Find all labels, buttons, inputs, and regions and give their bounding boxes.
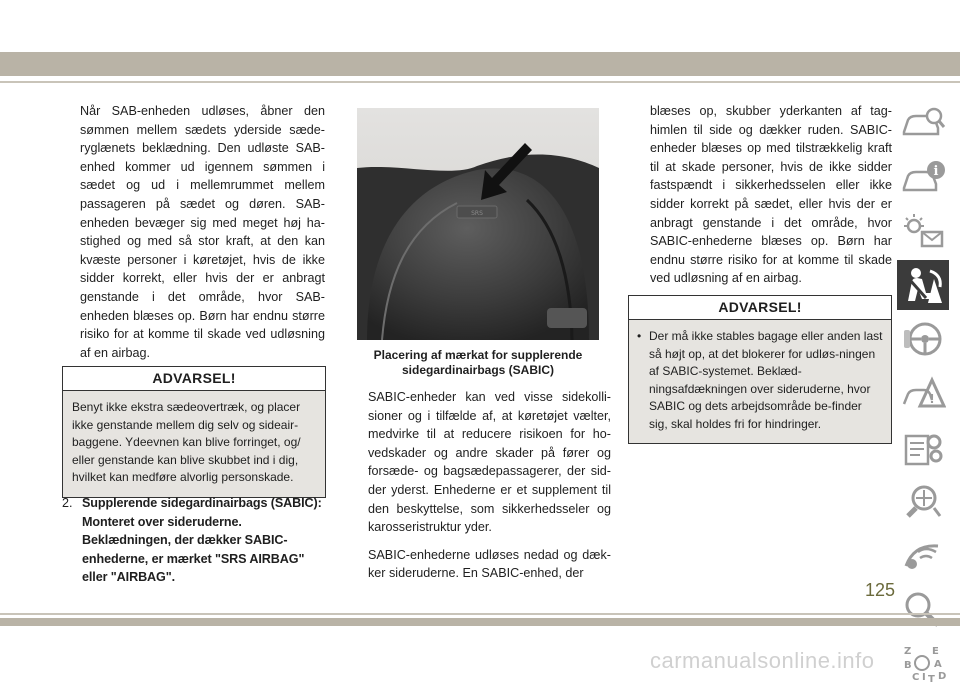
intro-paragraph: Når SAB-enheden udløses, åbner den sømmen mellem sædets yderside sæde-ryglænets beklædning. Den udløste SAB-enhed kommer ud igennem sømmen i sædet og ud i mellemrummet mellem passageren på sædet og døren. SAB-enheden bevæger sig med meget høj ha-stighed og med så stor kraft, at den kan kvæste personer i køretøjet, hvis de ikke sidder korrekt, eller hvis der er anbragt genstande i det område, hvor SAB-enheden blæses op. Børn har endnu større risiko for at komme til skade ved udløsning af en airbag. xyxy=(80,104,325,360)
footer-band xyxy=(0,618,960,626)
svg-text:!: ! xyxy=(929,392,935,406)
index-icon xyxy=(900,643,946,683)
warning-title: ADVARSEL! xyxy=(63,367,325,391)
continued-paragraph: blæses op, skubber yderkanten af tag-himlen til side og dækker ruden. SABIC-enheder blæses op med tilstrækkelig kraft til at skade personer, hvis de ikke sidder fastspændt i sikkerhedsselen eller ikke sidder korrekt på sædet, eller hvis der er anbragt genstande i det område, hvor SABIC-enhederne blæses op. Børn har endnu større risiko for at komme til skade ved udløsning af en airbag. xyxy=(650,104,892,286)
multimedia-icon xyxy=(900,536,946,574)
index-letter: D xyxy=(938,671,946,682)
item-text: Supplerende sidegardinairbags (SABIC): Monteret over sideruderne. Beklædningen, der dækker SABIC-enhederne, er mærket "SRS AIRBAG" eller "AIRBAG". xyxy=(82,496,322,585)
tab-warning-lights[interactable] xyxy=(897,206,949,256)
header-rule xyxy=(0,81,960,83)
warning-box-luggage xyxy=(628,295,892,444)
intro-text-column xyxy=(80,102,325,362)
index-letter: T xyxy=(928,674,935,683)
numbered-item-sabic xyxy=(62,494,327,587)
warning-body xyxy=(629,320,891,443)
tab-emergency[interactable] xyxy=(897,368,949,418)
index-letter: E xyxy=(932,646,939,657)
svg-text:SRS: SRS xyxy=(471,210,483,217)
roadside-warning-icon xyxy=(900,374,946,412)
sabic-paragraph-1: SABIC-enheder kan ved visse sidekolli-sioner og i tilfælde af, at køretøjet vælter, medvirke til at reducere risikoen for ho-vedskader og andre skader på fører og forsæde- og bagsædepassagerer, der sid-der yderst. Enhederne er et supplement til den beskyttelse, som sikkerhedsseler og karosseristruktur yder. xyxy=(368,390,611,535)
index-letter: Z xyxy=(904,646,912,657)
tab-getting-to-know[interactable] xyxy=(897,152,949,202)
specifications-icon xyxy=(900,482,946,520)
seatbelt-airbag-icon xyxy=(900,265,946,305)
sabic-label-photo xyxy=(357,108,599,340)
tab-safety[interactable] xyxy=(897,260,949,310)
car-magnifier-icon xyxy=(900,104,946,142)
steering-wheel-icon xyxy=(900,320,946,358)
continued-text-column xyxy=(650,102,892,288)
maintenance-icon xyxy=(900,428,946,466)
warning-bullet-text: Der må ikke stables bagage eller anden last så højt op, at det blokerer for udløs-ningen af SABIC-systemet. Beklæd-ningsafdækningen over sideruderne, hvor SABIC og dets arbejdsområde be-finder sig, skal holdes fri for hindringer. xyxy=(649,329,883,431)
sabic-paragraph-2: SABIC-enhederne udløses nedad og dæk-ker sideruderne. En SABIC-enhed, der xyxy=(368,547,611,581)
page-number: 125 xyxy=(865,580,896,600)
sabic-text-column xyxy=(368,388,611,583)
tab-maintenance[interactable] xyxy=(897,422,949,472)
figure-caption: Placering af mærkat for supplerende sidegardinairbags (SABIC) xyxy=(373,348,583,377)
watermark-text: carmanualsonline.info xyxy=(650,648,875,673)
index-letter: C xyxy=(912,672,920,683)
svg-text:i: i xyxy=(933,164,939,179)
tab-starting-driving[interactable] xyxy=(897,314,949,364)
warning-box-seat-covers xyxy=(62,366,326,498)
header-band xyxy=(0,52,960,76)
tab-specifications[interactable] xyxy=(897,476,949,526)
tab-search[interactable] xyxy=(897,584,949,634)
chapter-tabs xyxy=(897,98,951,692)
car-info-icon xyxy=(900,158,946,196)
item-number: 2. xyxy=(62,496,73,510)
index-letter: I xyxy=(922,672,926,683)
bullet-marker: • xyxy=(637,329,642,343)
warning-body: Benyt ikke ekstra sædeovertræk, og placer ikke genstande mellem dig selv og sideair-baggene. Ydeevnen kan blive forringet, og/ eller genstande kan blive skubbet ind i dig, hvilket kan medføre alvorlig personskade. xyxy=(63,391,325,497)
warning-title: ADVARSEL! xyxy=(629,296,891,320)
index-letter: B xyxy=(904,660,912,671)
tab-index[interactable] xyxy=(897,638,949,688)
index-letter: A xyxy=(934,659,942,670)
tab-multimedia[interactable] xyxy=(897,530,949,580)
tab-car-overview[interactable] xyxy=(897,98,949,148)
footer-rule xyxy=(0,613,960,615)
warning-lights-icon xyxy=(900,212,946,250)
